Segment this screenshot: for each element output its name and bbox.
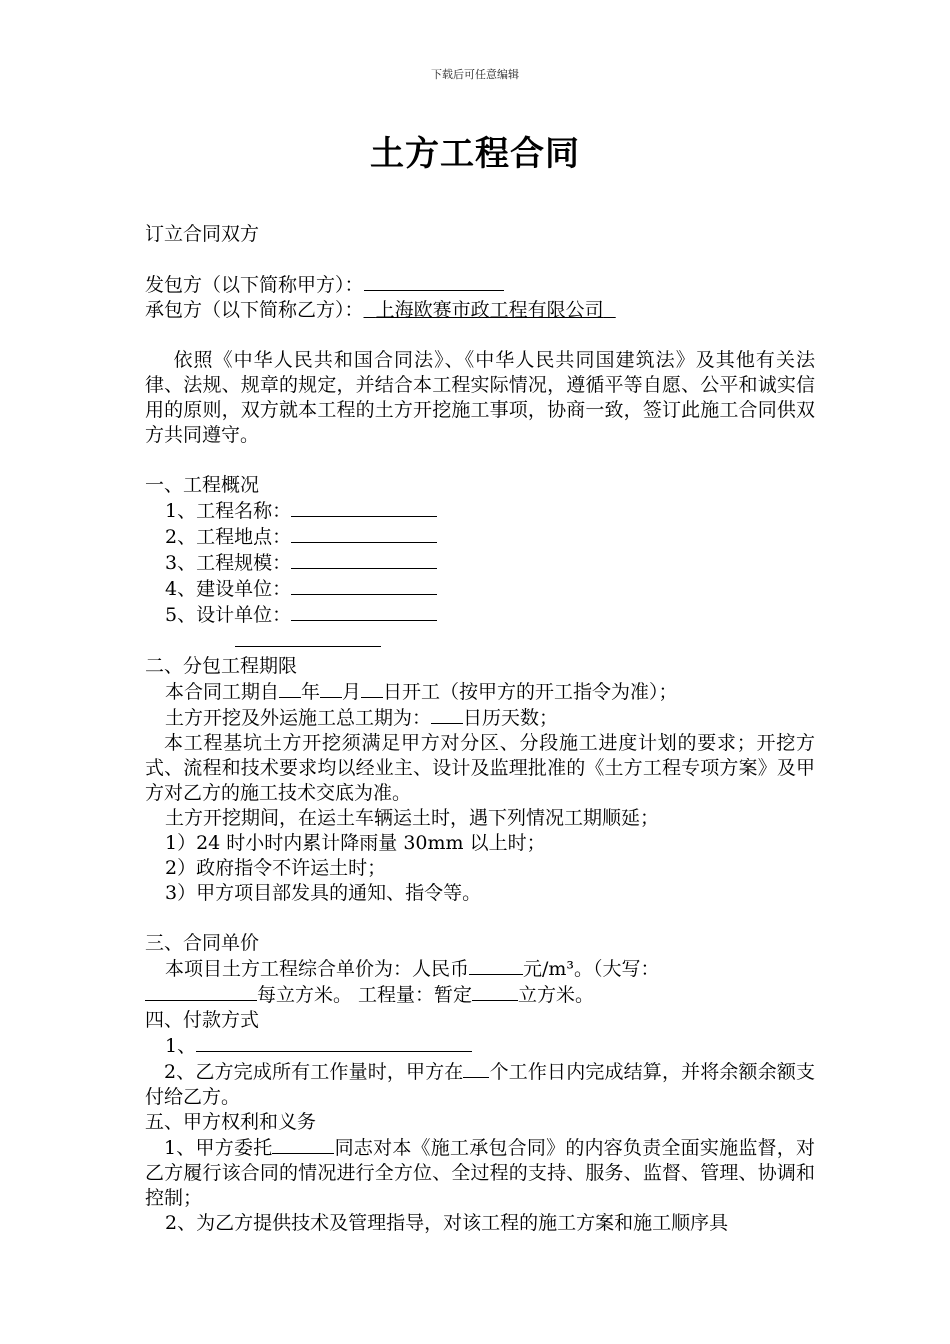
payment-item-1: 1、 bbox=[145, 1033, 815, 1059]
section-5-heading: 五、甲方权利和义务 bbox=[145, 1111, 317, 1133]
header-note: 下载后可任意编辑 bbox=[431, 68, 519, 81]
party-a-duty-2: 2、为乙方提供技术及管理指导，对该工程的施工方案和施工顺序具 bbox=[165, 1212, 729, 1234]
contract-title: 土方工程合同 bbox=[370, 134, 580, 174]
contract-body bbox=[145, 222, 815, 1236]
parties-heading: 订立合同双方 bbox=[145, 223, 260, 245]
section-1-heading: 一、工程概况 bbox=[145, 474, 260, 496]
unit-price-line: 本项目土方工程综合单价为：人民币 元/m³。（大写： bbox=[165, 958, 660, 980]
total-duration-line: 土方开挖及外运施工总工期为： 日历天数； bbox=[165, 707, 559, 729]
party-b-line bbox=[145, 298, 815, 323]
start-date-line: 本合同工期自 年 月 日开工（按甲方的开工指令为准）； bbox=[165, 681, 678, 703]
design-unit-line: 5、设计单位： bbox=[145, 602, 815, 628]
payment-item-2: 2、乙方完成所有工作量时，甲方在 个工作日内完成结算，并将余额余额支付给乙方。 bbox=[145, 1061, 815, 1108]
delay-condition-3: 3）甲方项目部发具的通知、指令等。 bbox=[165, 882, 482, 904]
delay-conditions-intro: 土方开挖期间，在运土车辆运土时，遇下列情况工期顺延； bbox=[165, 807, 660, 829]
party-a-label: 发包方（以下简称甲方）： bbox=[145, 274, 364, 296]
delay-condition-2: 2）政府指令不许运土时； bbox=[165, 857, 387, 879]
quantity-line: 每立方米。 工程量：暂定 立方米。 bbox=[145, 982, 815, 1008]
project-scale-line: 3、工程规模： bbox=[145, 550, 815, 576]
intro-paragraph: 依照《中华人民共和国合同法》、《中华人民共同国建筑法》及其他有关法律、法规、规章的规定，并结合本工程实际情况，遵循平等自愿、公平和诚实信用的原则，双方就本工程的土方开挖施工事项，协商一致，签订此施工合同供双方共同遵守。 bbox=[145, 349, 815, 446]
extra-blank-line bbox=[145, 628, 815, 654]
construction-unit-line: 4、建设单位： bbox=[145, 576, 815, 602]
party-a-line bbox=[145, 272, 815, 298]
section-2-heading: 二、分包工程期限 bbox=[145, 655, 298, 677]
project-name-line: 1、工程名称： bbox=[145, 498, 815, 524]
excavation-requirements: 本工程基坑土方开挖须满足甲方对分区、分段施工进度计划的要求；开挖方式、流程和技术要求均以经业主、设计及监理批准的《土方工程专项方案》及甲方对乙方的施工技术交底为准。 bbox=[145, 732, 815, 804]
party-b-label: 承包方（以下简称乙方）： bbox=[145, 299, 364, 321]
project-location-line: 2、工程地点： bbox=[145, 524, 815, 550]
party-a-duty-1: 1、甲方委托 同志对本《施工承包合同》的内容负责全面实施监督，对乙方履行该合同的情况进行全方位、全过程的支持、服务、监督、管理、协调和控制； bbox=[145, 1137, 815, 1209]
delay-condition-1: 1）24 时小时内累计降雨量 30mm 以上时； bbox=[165, 832, 546, 854]
section-4-heading: 四、付款方式 bbox=[145, 1009, 260, 1031]
party-b-name: 上海欧赛市政工程有限公司 bbox=[375, 299, 604, 321]
section-3-heading: 三、合同单价 bbox=[145, 932, 260, 954]
party-a-blank bbox=[364, 272, 504, 291]
